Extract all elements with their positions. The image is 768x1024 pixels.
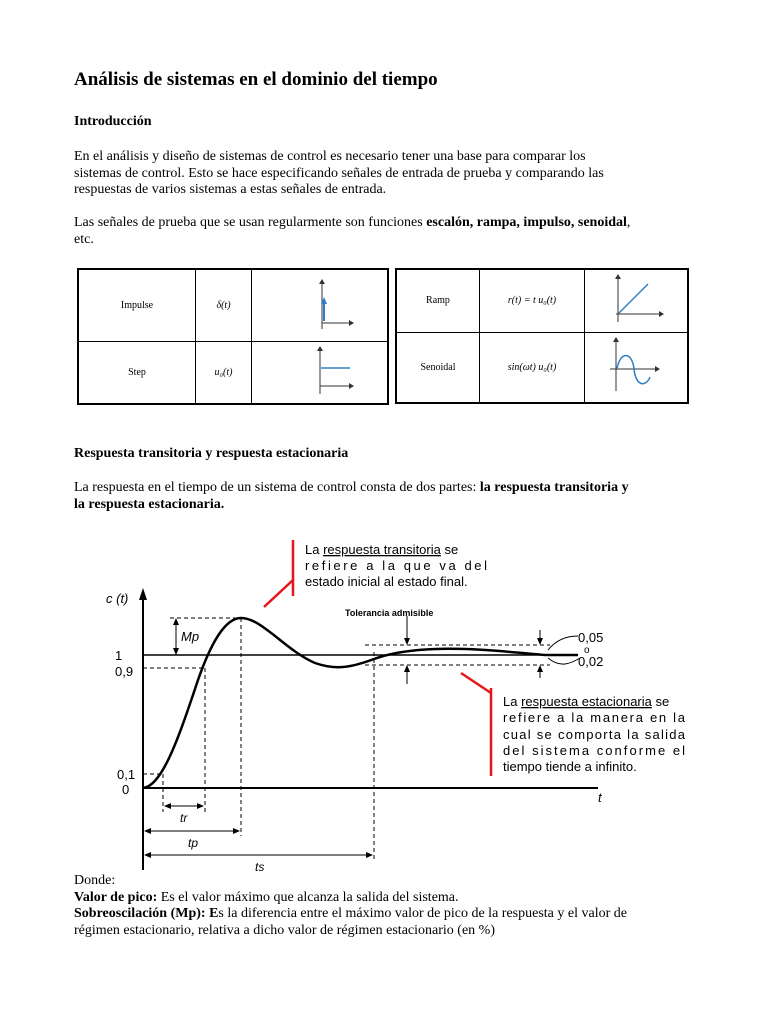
steady-note-line-1: La respuesta estacionaria se — [503, 694, 670, 709]
intro-p2-line2: etc. — [74, 231, 94, 247]
transient-note-line-2: refiere a la que va del — [305, 558, 487, 573]
mp-arrow-down-icon — [173, 648, 179, 655]
mp-definition-2: régimen estacionario, relativa a dicho valor de régimen estacionario (en %) — [74, 922, 495, 938]
y-tick-1: 1 — [115, 648, 123, 663]
steady-note-line-3: cual se comporta la salida — [503, 727, 685, 742]
peak-definition: Es el valor máximo que alcanza la salida del sistema. — [157, 889, 459, 905]
ts-arrow-right-icon — [366, 852, 373, 858]
transient-note-line-1: La respuesta transitoria se — [305, 542, 459, 557]
tolerance-arrow-top-icon — [404, 638, 410, 645]
mp-term: Sobreoscilación (Mp): E — [74, 906, 219, 921]
tol-right-arrow-bottom-icon — [537, 665, 543, 672]
tol-high-label: 0,05 — [578, 630, 604, 645]
steady-note-line-2: refiere a la manera en la — [503, 710, 685, 725]
y-axis-label: c (t) — [106, 591, 129, 606]
tr-label: tr — [180, 811, 188, 825]
peak-term: Valor de pico: — [74, 889, 158, 905]
tr-arrow-left-icon — [164, 803, 171, 809]
mp-arrow-up-icon — [173, 618, 179, 625]
ts-arrow-left-icon — [144, 852, 151, 858]
y-tick-01: 0,1 — [117, 767, 136, 782]
signal-expr-impulse: δ(t) — [196, 269, 252, 341]
response-heading: Respuesta transitoria y respuesta estacionaria — [74, 446, 349, 461]
tol-low-label: 0,02 — [578, 654, 604, 669]
transient-pointer — [264, 580, 293, 607]
definitions-block — [74, 873, 724, 939]
signal-expr-ramp: r(t) = t u₀(t) — [480, 269, 585, 332]
tr-arrow-right-icon — [197, 803, 204, 809]
tp-arrow-right-icon — [233, 828, 240, 834]
y-tick-09: 0,9 — [115, 664, 134, 679]
steady-pointer — [461, 673, 491, 693]
response-p-bold-2: la respuesta estacionaria. — [74, 496, 225, 512]
y-axis-arrow-icon — [139, 588, 147, 600]
signal-name-step: Step — [78, 341, 196, 404]
mp-label: Mp — [181, 629, 200, 644]
signal-name-ramp: Ramp — [396, 269, 480, 332]
intro-line-2: sistemas de control. Esto se hace especificando señales de entrada de prueba y comparando las — [74, 165, 604, 181]
y-tick-0: 0 — [122, 782, 130, 797]
mp-definition-1: s la diferencia entre el máximo valor de pico de la respuesta y el valor de — [218, 906, 627, 921]
response-p-prefix: La respuesta en el tiempo de un sistema de control consta de dos partes: — [74, 480, 480, 495]
tol-leader-high — [548, 636, 578, 650]
tolerance-label: Tolerancia admisible — [345, 608, 434, 618]
ts-label: ts — [255, 860, 265, 874]
tol-right-arrow-top-icon — [537, 638, 543, 645]
signal-expr-step: u₀(t) — [196, 341, 252, 404]
response-p-bold-1: la respuesta transitoria y — [479, 480, 629, 495]
tol-leader-low — [548, 658, 580, 664]
tp-label: tp — [188, 836, 199, 850]
signal-name-impulse: Impulse — [78, 269, 196, 341]
transient-note-line-3: estado inicial al estado final. — [305, 574, 468, 589]
steady-note-line-4: del sistema conforme el — [503, 743, 685, 758]
signal-name-senoidal: Senoidal — [396, 332, 480, 403]
intro-p2-suffix: , — [626, 215, 631, 230]
donde-label: Donde: — [74, 873, 116, 888]
intro-p2-prefix: Las señales de prueba que se usan regularmente son funciones — [74, 215, 427, 230]
signal-expr-senoidal: sin(ωt) u₀(t) — [480, 332, 585, 403]
x-axis-label: t — [598, 790, 602, 805]
steady-note-line-5: tiempo tiende a infinito. — [503, 759, 637, 774]
intro-line-1: En el análisis y diseño de sistemas de control es necesario tener una base para comparar los — [74, 149, 586, 164]
page-title: Análisis de sistemas en el dominio del tiempo — [74, 69, 438, 90]
tolerance-arrow-bottom-icon — [404, 665, 410, 672]
intro-p2-bold: escalón, rampa, impulso, senoidal — [426, 215, 627, 230]
tol-or-label: o — [584, 645, 590, 656]
tp-arrow-left-icon — [144, 828, 151, 834]
intro-heading: Introducción — [74, 114, 152, 129]
intro-line-3: respuestas de varios sistemas a estas señales de entrada. — [74, 182, 387, 197]
